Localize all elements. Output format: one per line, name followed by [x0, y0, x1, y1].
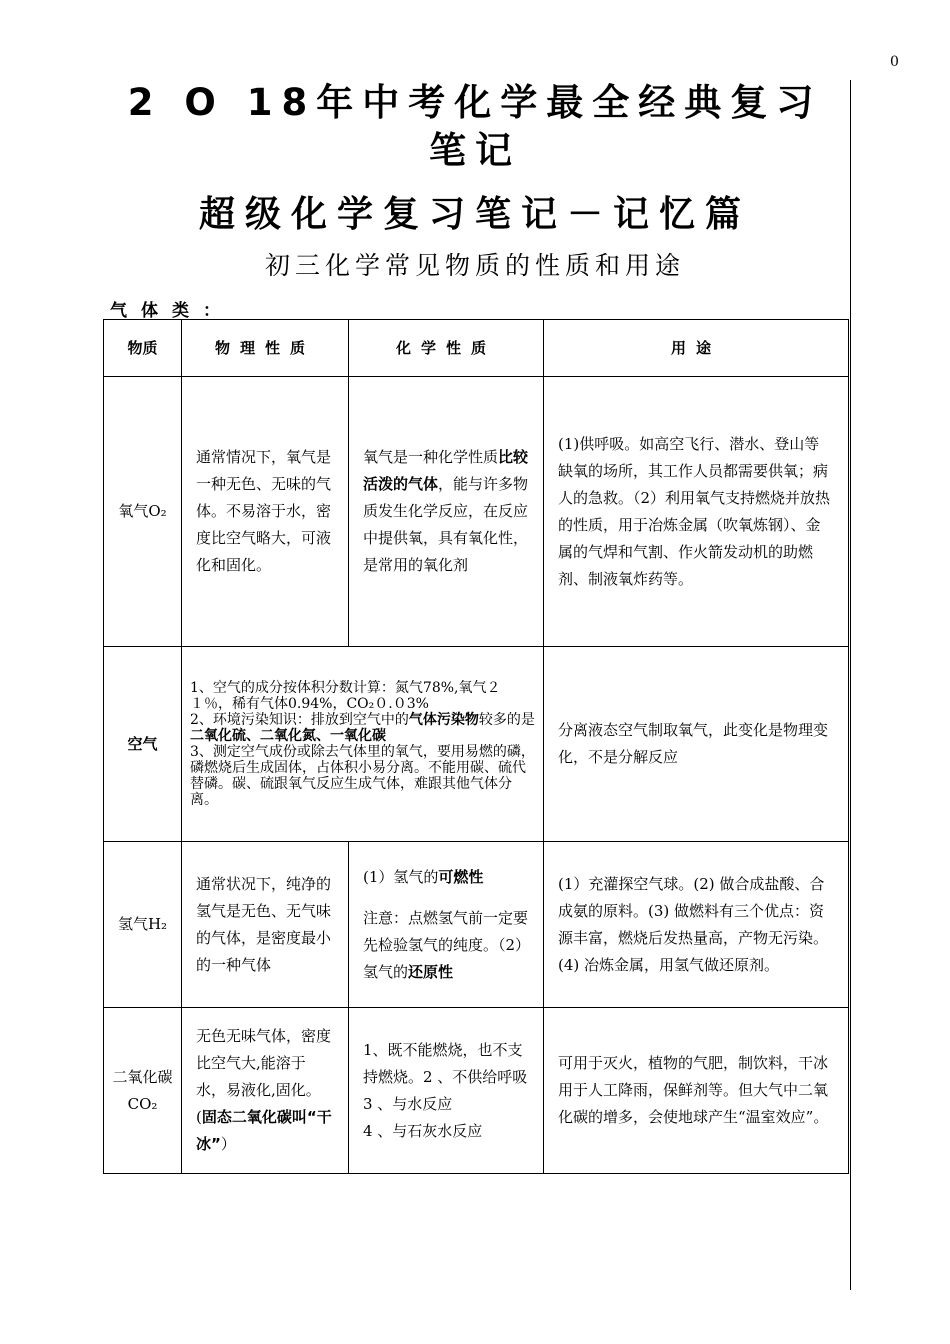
margin-rule — [850, 80, 851, 1290]
header-physical: 物理性质 — [182, 320, 349, 377]
section-title: 初三化学常见物质的性质和用途 — [264, 251, 685, 280]
header-chemical: 化学性质 — [349, 320, 544, 377]
row-name-carbon-dioxide: 二氧化碳CO₂ — [104, 1008, 182, 1174]
subtitle: 超级化学复习笔记－记忆篇 — [198, 194, 751, 235]
cell-chemical: 1、既不能燃烧，也不支持燃烧。2 、不供给呼吸3 、与水反应 4 、与石灰水反应 — [349, 1008, 544, 1174]
cell-usage: (1）充灌探空气球。(2) 做合成盐酸、合成氨的原料。(3) 做燃料有三个优点：资源丰富，燃烧后发热量高，产物无污染。(4) 冶炼金属，用氢气做还原剂。 — [544, 842, 849, 1008]
table-row — [104, 647, 849, 842]
main-title — [100, 80, 850, 174]
page-number: 0 — [890, 54, 899, 70]
cell-usage: (1)供呼吸。如高空飞行、潜水、登山等缺氧的场所，其工作人员都需要供氧；病人的急救。（2）利用氧气支持燃烧并放热的性质，用于冶炼金属（吹氧炼钢）、金属的气焊和气割、作火箭发动机的助燃剂、制液氧炸药等。 — [544, 377, 849, 647]
row-name-hydrogen: 氢气H₂ — [104, 842, 182, 1008]
table-row — [104, 1008, 849, 1174]
cell-usage: 可用于灭火，植物的气肥，制饮料，干冰用于人工降雨，保鲜剂等。但大气中二氧化碳的增多，会使地球产生“温室效应”。 — [544, 1008, 849, 1174]
row-name-oxygen: 氧气O₂ — [104, 377, 182, 647]
header-usage: 用途 — [544, 320, 849, 377]
cell-chemical: 氧气是一种化学性质比较活泼的气体，能与许多物质发生化学反应，在反应中提供氧，具有氧化性，是常用的氧化剂 — [349, 377, 544, 647]
cell-usage: 分离液态空气制取氧气，此变化是物理变化，不是分解反应 — [544, 647, 849, 842]
table-row — [104, 377, 849, 647]
cell-physical: 无色无味气体，密度比空气大,能溶于水，易液化,固化。(固态二氧化碳叫“干冰”） — [182, 1008, 349, 1174]
main-title-line2: 笔记 — [429, 129, 521, 172]
cell-physical: 通常状况下，纯净的氢气是无色、无气味的气体，是密度最小的一种气体 — [182, 842, 349, 1008]
cell-air-properties: 1、空气的成分按体积分数计算：氮气78%,氧气２１％，稀有气体0.94%，CO₂０.０3% 2、环境污染知识：排放到空气中的气体污染物较多的是二氧化硫、二氧化氮、一氧化碳 3、测定空气成份或除去气体里的氧气，要用易燃的磷，磷燃烧后生成固体，占体积小易分离。不能用碳、硫代替磷。碳、硫跟氧气反应生成气体，难跟其他气体分离。 — [182, 647, 544, 842]
header-substance: 物质 — [104, 320, 182, 377]
category-label: 气体类： — [110, 301, 234, 321]
cell-physical: 通常情况下，氧气是一种无色、无味的气体。不易溶于水，密度比空气略大，可液化和固化。 — [182, 377, 349, 647]
properties-table — [103, 319, 849, 1174]
table-row — [104, 842, 849, 1008]
table-header-row — [104, 320, 849, 377]
main-title-line1: 2 O 18年中考化学最全经典复习 — [127, 81, 823, 124]
cell-chemical: (1）氢气的可燃性 注意：点燃氢气前一定要先检验氢气的纯度。（2）氢气的还原性 — [349, 842, 544, 1008]
row-name-air: 空气 — [104, 647, 182, 842]
